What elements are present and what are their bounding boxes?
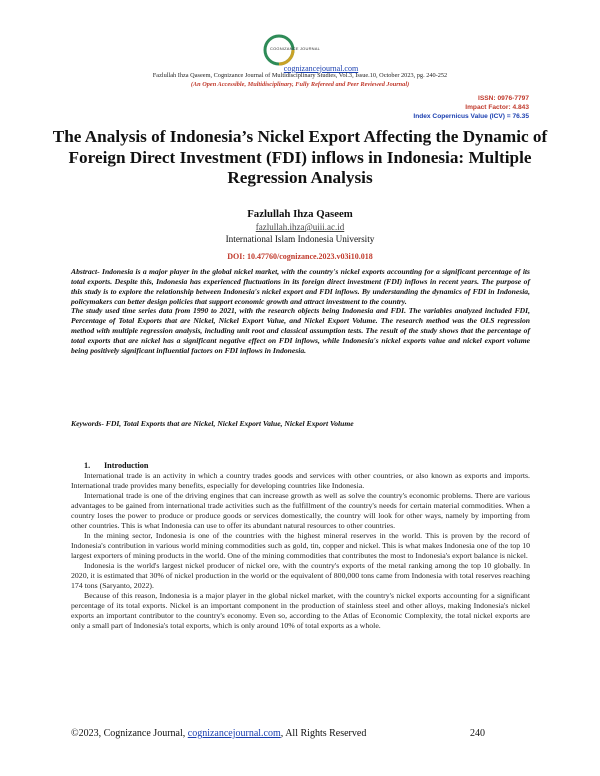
abstract-paragraph: Abstract- Indonesia is a major player in the global nickel market, with the country's nickel exports accounting for a significant percentage of its total exports. Despite this, Indonesia has experienced fluctuations in its foreign direct investment (FDI) inflows in recent years. The purpose of this study is to explore the relationship between Indonesia's nickel export and FDI inflows. By understanding the dynamics of FDI in Indonesia, policymakers can better design policies that support economic growth and attract investment to the country. <box>71 267 530 306</box>
section-title: Introduction <box>104 461 149 470</box>
author-email-link[interactable]: fazlullah.ihza@uiii.ac.id <box>255 222 345 232</box>
introduction-body <box>71 471 530 631</box>
keywords: Keywords- FDI, Total Exports that are Nickel, Nickel Export Value, Nickel Export Volume <box>71 419 354 428</box>
body-paragraph: International trade is an activity in which a country trades goods and services with other countries, or also known as exports and imports. International trade provides many benefits, especially for developing countries like Indonesia. <box>71 471 530 490</box>
footer-copyright <box>71 728 366 739</box>
icv-value: Index Copernicus Value (ICV) = 76.35 <box>413 113 529 120</box>
abstract-paragraph: The study used time series data from 1990 to 2021, with the research objects being Indonesia and FDI. The variables analyzed included FDI, Percentage of Total Exports that are Nickel, Nickel Export Value, and Nickel Export Volume. The research method was the OLS regression method with multiple regression analysis, including unit root and classical assumption tests. The result of the study shows that the percentage of total exports that are nickel has a significant negative effect on FDI inflows, while Indonesia's nickel exports value and nickel export volume being positively significant influential factors on FDI inflows in Indonesia. <box>71 306 530 355</box>
section-number: 1. <box>84 461 91 470</box>
issn: ISSN: 0976-7797 <box>478 95 529 102</box>
section-heading <box>84 461 148 470</box>
journal-site-link[interactable]: cognizancejournal.com <box>283 64 359 73</box>
body-paragraph: Indonesia is the world's largest nickel producer of nickel ore, with the country's exports of the metal ranking among the top 10 globally. In 2020, it is estimated that 30% of nickel production in the world or the equivalent of 800,000 tons came from Indonesia with total reserves reaching 174 tons (Saryanto, 2022). <box>71 561 530 590</box>
footer-site-link[interactable]: cognizancejournal.com <box>187 728 281 739</box>
paper-title: The Analysis of Indonesia’s Nickel Export Affecting the Dynamic of Foreign Direct Investment (FDI) inflows in Indonesia: Multiple Regression Analysis <box>52 127 548 187</box>
author-name: Fazlullah Ihza Qaseem <box>247 208 353 220</box>
page-number: 240 <box>470 728 485 739</box>
open-access-note: (An Open Accessible, Multidisciplinary, Fully Refereed and Peer Reviewed Journal) <box>190 81 410 88</box>
body-paragraph: International trade is one of the driving engines that can increase growth as well as solve the country's economic problems. There are various advantages to be gained from international trade activities such as the fulfillment of the country's needs for certain material commodities. When a country loses the power to produce or produce goods or services domestically, the country will look for other ways, namely by importing from other countries. This is what Indonesia can use to offer its abundant natural resources to other countries. <box>71 491 530 530</box>
abstract <box>71 267 530 356</box>
journal-citation: Fazlullah Ihza Qaseem, Cognizance Journal of Multidisciplinary Studies, Vol.3, Issue.10, October 2023, pg. 240-252 <box>152 72 448 79</box>
doi[interactable]: DOI: 10.47760/cognizance.2023.v03i10.018 <box>227 252 373 261</box>
body-paragraph: In the mining sector, Indonesia is one of the countries with the highest mineral reserves in the world. This is proven by the record of Indonesia's contribution in various world mining commodities such as gold, tin, copper and nickel. This is what makes Indonesia one of the top 10 largest exporters of mining products in the world. One of the mining commodities that contributes the most to Indonesia's export balance is nickel. <box>71 531 530 560</box>
footer-suffix: , All Rights Reserved <box>280 728 367 739</box>
affiliation: International Islam Indonesia University <box>225 234 375 244</box>
footer-prefix: ©2023, Cognizance Journal, <box>71 728 188 739</box>
body-paragraph: Because of this reason, Indonesia is a major player in the global nickel market, with the country's nickel exports accounting for a significant percentage of its total exports. Nickel is an important component in the production of stainless steel and other alloys, making Indonesia's nickel exports an important contributor to the country's economy. Even so, according to the Atlas of Economic Complexity, the total nickel exports are only a small part of Indonesia's total exports, which is only around 10% of total exports as a whole. <box>71 591 530 630</box>
impact-factor: Impact Factor: 4.843 <box>465 104 529 111</box>
logo-text: COGNIZANCE JOURNAL <box>270 46 321 51</box>
